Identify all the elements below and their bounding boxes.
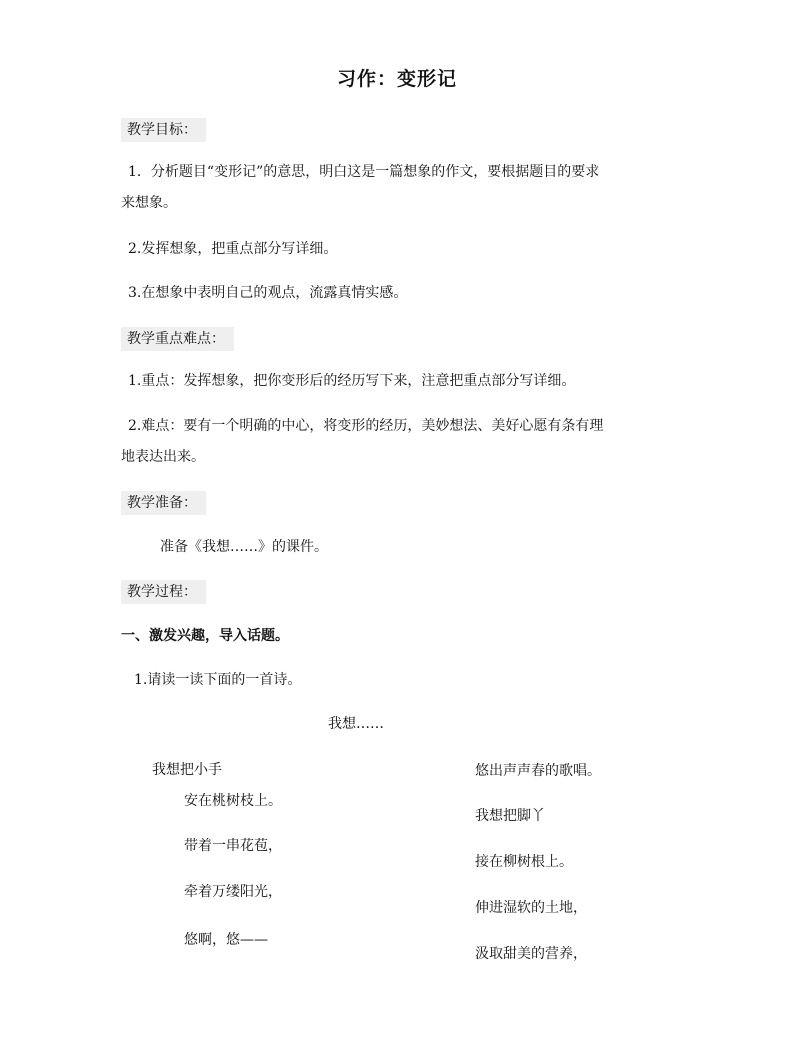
poem-title: 我想…… (328, 716, 384, 732)
poem-right-line-5: 汲取甜美的营养， (475, 946, 587, 962)
goal-2: 2.发挥想象，把重点部分写详细。 (128, 241, 338, 257)
goal-3: 3.在想象中表明自己的观点，流露真情实感。 (128, 285, 408, 301)
step-1-heading: 一、激发兴趣，导入话题。 (121, 628, 289, 644)
goal-1-line-2: 来想象。 (121, 195, 177, 211)
poem-left-line-2: 安在桃树枝上。 (184, 793, 282, 809)
key-point-2-line-1: 2.难点：要有一个明确的中心，将变形的经历，美妙想法、美好心愿有条有理 (128, 418, 604, 434)
page-title: 习作：变形记 (336, 68, 457, 90)
key-point-2-line-2: 地表达出来。 (121, 449, 205, 465)
section-heading-preparation: 教学准备： (121, 491, 206, 515)
poem-left-line-1: 我想把小手 (152, 762, 222, 778)
goal-1-line-1: 1．分析题目“变形记”的意思，明白这是一篇想象的作文，要根据题目的要求 (128, 164, 600, 180)
section-heading-key-points: 教学重点难点： (121, 327, 234, 351)
poem-right-line-1: 悠出声声春的歌唱。 (475, 763, 601, 779)
poem-right-line-4: 伸进湿软的土地， (475, 900, 587, 916)
preparation-text: 准备《我想……》的课件。 (160, 539, 328, 555)
poem-left-line-4: 牵着万缕阳光， (184, 884, 282, 900)
key-point-1: 1.重点：发挥想象，把你变形后的经历写下来，注意把重点部分写详细。 (128, 373, 576, 389)
poem-right-line-2: 我想把脚丫 (475, 808, 545, 824)
poem-right-line-3: 接在柳树根上。 (475, 854, 573, 870)
step-1-sub: 1.请读一读下面的一首诗。 (134, 672, 302, 688)
section-heading-goals: 教学目标： (121, 118, 206, 142)
poem-left-line-3: 带着一串花苞， (184, 838, 282, 854)
poem-left-line-5: 悠啊，悠—— (184, 932, 268, 948)
section-heading-process: 教学过程： (121, 580, 206, 604)
